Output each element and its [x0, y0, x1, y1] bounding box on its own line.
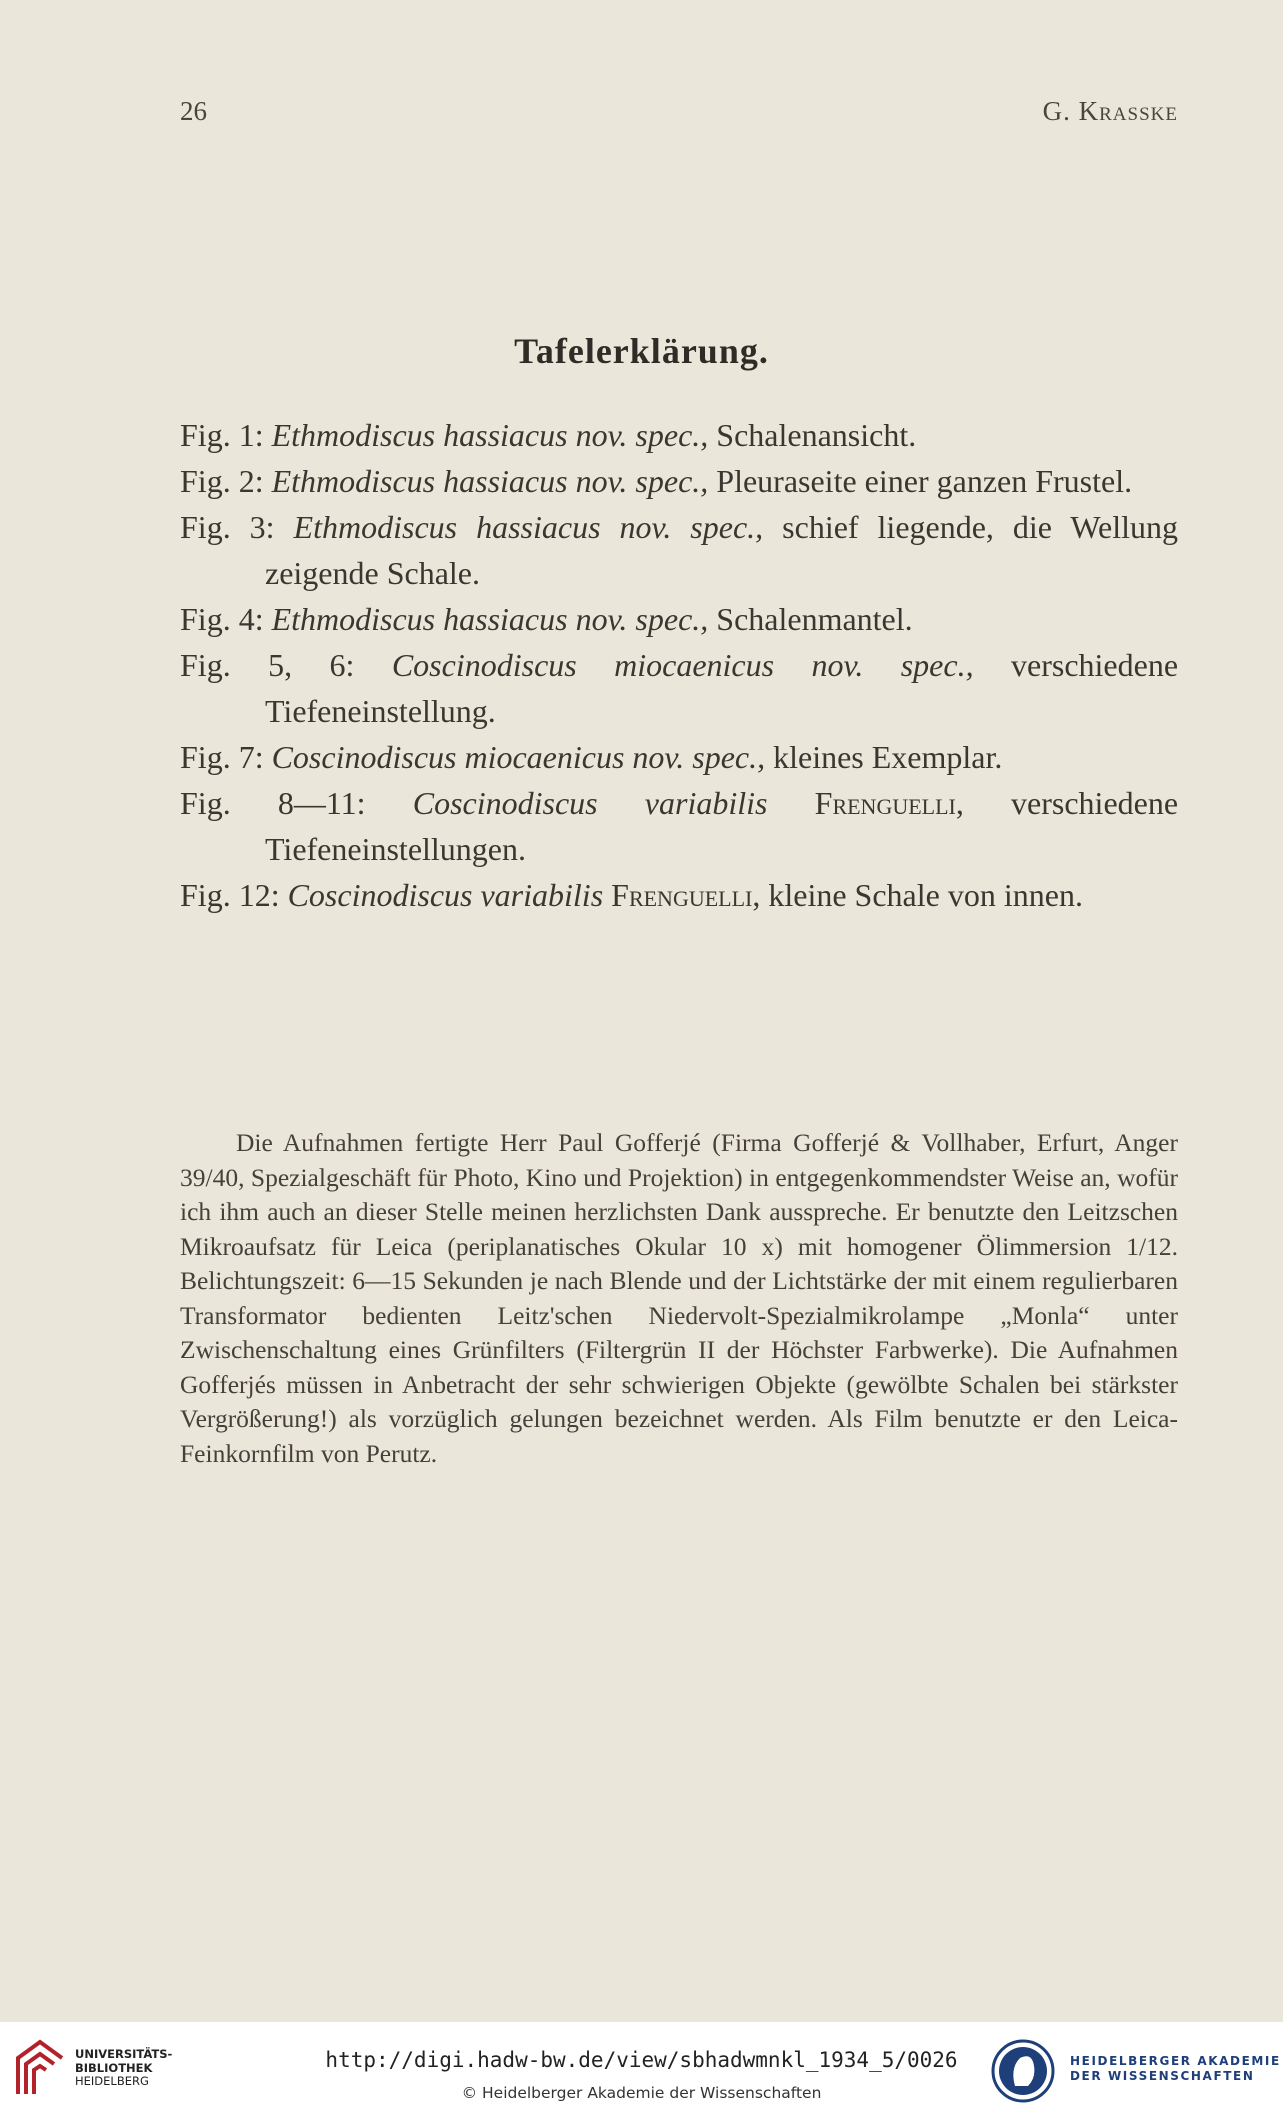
figure-entry: Fig. 7: Coscinodiscus miocaenicus nov. spec., kleines Exemplar.	[180, 739, 1003, 775]
acknowledgement-paragraph: Die Aufnahmen fertigte Herr Paul Gofferjé (Firma Gofferjé & Vollhaber, Erfurt, Anger 39/40, Spezialgeschäft für Photo, Kino und Projektion) in entgegenkommendster Weise an, wofür ich ihm auch an dieser Stelle meinen herzlichsten Dank ausspreche. Er benutzte den Leitzschen Mikroaufsatz für Leica (periplanatisches Okular 10 x) mit homogener Ölimmersion 1/12. Belichtungszeit: 6—15 Sekunden je nach Blende und der Lichtstärke der mit einem regulierbaren Transformator bedienten Leitz'schen Niedervolt-Spezialmikrolampe „Monla“ unter Zwischenschaltung eines Grünfilters (Filtergrün II der Höchster Farbwerke). Die Aufnahmen Gofferjés müssen in Anbetracht der sehr schwierigen Objekte (gewölbte Schalen bei stärkster Vergrößerung!) als vorzüglich gelungen bezeichnet werden. Als Film benutzte er den Leica-Feinkornfilm von Perutz.	[180, 1128, 1178, 1468]
running-head	[180, 96, 1178, 136]
academy-seal-icon	[990, 2038, 1056, 2104]
figure-entry: Fig. 12: Coscinodiscus variabilis Frenguelli, kleine Schale von innen.	[180, 877, 1083, 913]
figure-list	[180, 412, 1178, 918]
university-library-name: UNIVERSITÄTS- BIBLIOTHEK HEIDELBERG	[75, 2047, 173, 2088]
figure-entry: Fig. 4: Ethmodiscus hassiacus nov. spec., Schalenmantel.	[180, 601, 913, 637]
figure-entry: Fig. 2: Ethmodiscus hassiacus nov. spec., Pleuraseite einer ganzen Frustel.	[180, 463, 1133, 499]
copyright-notice: © Heidelberger Akademie der Wissenschaften	[461, 2084, 822, 2102]
plate-explanation-title: Tafelerklärung.	[514, 331, 769, 371]
figure-entry: Fig. 5, 6: Coscinodiscus miocaenicus nov. spec., verschiedene Tiefeneinstellung.	[180, 647, 1179, 729]
footer-bar	[0, 2022, 1283, 2116]
figure-entry: Fig. 1: Ethmodiscus hassiacus nov. spec., Schalenansicht.	[180, 417, 917, 453]
figure-entry: Fig. 8—11: Coscinodiscus variabilis Frenguelli, verschiedene Tiefeneinstellungen.	[180, 785, 1179, 867]
academy-name: HEIDELBERGER AKADEMIE DER WISSENSCHAFTEN	[1070, 2054, 1281, 2083]
page-number: 26	[180, 96, 207, 126]
author-name: G. Krasske	[1042, 96, 1178, 126]
figure-entry: Fig. 3: Ethmodiscus hassiacus nov. spec., schief liegende, die Wellung zeigende Schale.	[180, 509, 1179, 591]
source-url-link[interactable]: http://digi.hadw-bw.de/view/sbhadwmnkl_1934_5/0026	[325, 2048, 958, 2072]
